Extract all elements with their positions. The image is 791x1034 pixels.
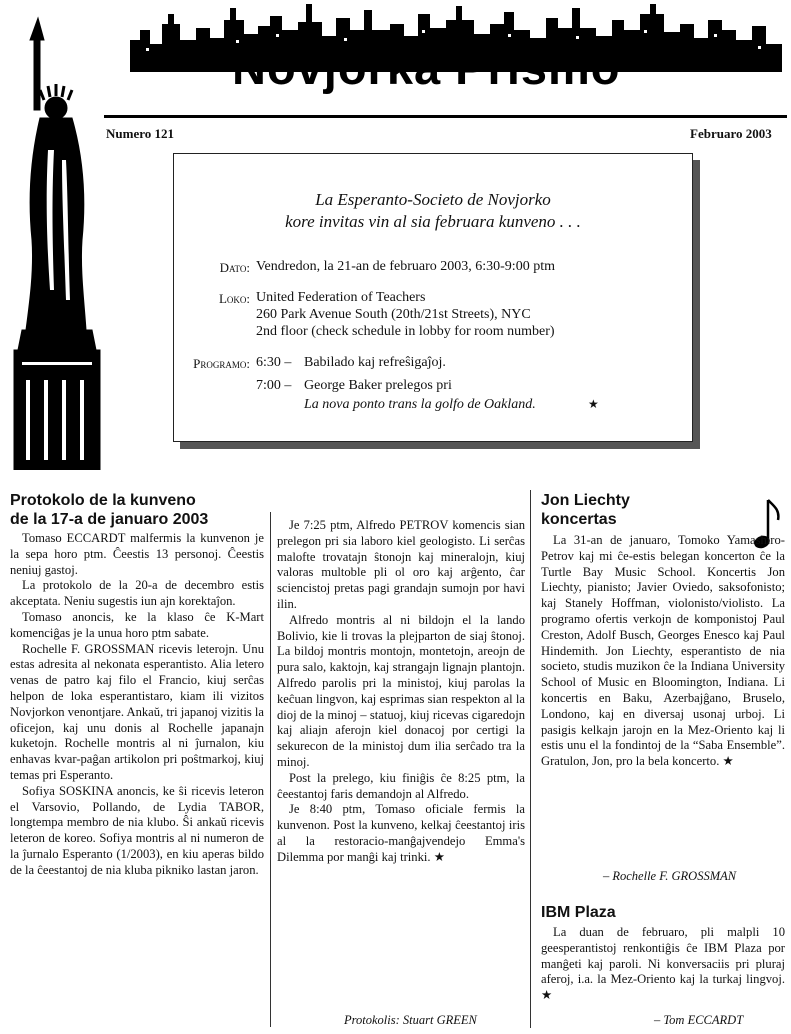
- loko-line-3: 2nd floor (check schedule in lobby for room number): [256, 324, 555, 339]
- program-text-1: Babilado kaj refreŝigaĵoj.: [304, 355, 446, 370]
- program-time-2: 7:00 –: [256, 378, 292, 393]
- liechty-heading-line-1: Jon Liechty: [541, 492, 630, 509]
- paragraph: Alfredo montris al ni bildojn el la lando Bolivio, kie li trovas la plejparton de siaj ŝtonoj. La bildoj montris montojn, montetojn, areojn de pura salo, kaktojn, kaj strangajn lignajn plantojn. Alfredo parolis pri la ministoj, kiuj parolas la keĉuan lingvon, kaj esprimas sian respekton al la dioj de la minoj – statuoj, kiuj ricevas cigaredojn kaj aliajn aferojn kiel donacoj por certigi la sekurecon de la ministoj dum ilia serĉado tra la minoj.: [277, 612, 525, 769]
- liechty-heading: [541, 491, 741, 529]
- programo-label: Programo:: [193, 356, 250, 371]
- loko-label: Loko:: [218, 291, 250, 306]
- statue-of-liberty-graphic: [0, 0, 118, 470]
- paragraph: Je 7:25 ptm, Alfredo PETROV komencis sian prelegon pri sia laboro kiel geologisto. Li serĉas malofte trovatajn ŝtonojn kaj mineralojn, kiuj valoras multoble pli ol oro kaj arĝento, ĉar sciencistoj pretas pagi grandajn sumojn por havi ilin.: [277, 518, 525, 611]
- newsletter-title: Novjorka Prismo: [232, 41, 621, 94]
- column-divider: [270, 512, 271, 1027]
- invitation-box: [173, 153, 693, 442]
- paragraph: Rochelle F. GROSSMAN ricevis leterojn. Unu estas adresita al nekonata esperantisto. Alia letero venas de patro kaj filo el Francio, kiuj serĉas helpon de loka esperantistaro, kiam ili vizitos Novjorkon venontjare. Ankaŭ, tri japanoj vizitis la oficejon, kaj unu donis al Rochelle japanajn kuketojn. Rochelle montris al ni ĵurnalon, kiu enhavas kvar-paĝan artikolon pri poŝtmarkoj, kiuj temas pri Esperanto.: [10, 641, 264, 782]
- invitation-line-1: La Esperanto-Societo de Novjorko: [315, 190, 551, 209]
- protokolo-column-1: [10, 531, 264, 879]
- paragraph: Post la prelego, kiu finiĝis ĉe 8:25 ptm, la ĉeestantoj faris demandojn al Alfredo.: [277, 770, 525, 801]
- protokolo-column-2: [277, 518, 525, 866]
- paragraph: La protokolo de la 20-a de decembro estis akceptata. Neniu sugestis iun ajn korektaĵon.: [10, 578, 264, 609]
- invitation-line-2: kore invitas vin al sia februara kunveno . . .: [285, 212, 581, 231]
- program-time-1: 6:30 –: [256, 355, 292, 370]
- paragraph: Sofiya SOSKINA anoncis, ke ŝi ricevis leteron el Varsovio, Pollando, de Lydia TABOR, longtempa membro de nia klubo. Ŝi ankaŭ ricevis leteron de koreo. Sofiya montris al ni numeron de la ĵurnalo Esperanto (1/2003), en kiu aperas bildo de la ĉeestantoj de nia kluba pikniko lastan jaron.: [10, 783, 264, 877]
- ibm-signature: – Tom ECCARDT: [654, 1013, 744, 1027]
- protokolo-heading-line-2: de la 17-a de januaro 2003: [10, 511, 209, 528]
- dato-value: Vendredon, la 21-an de februaro 2003, 6:30-9:00 ptm: [256, 259, 555, 274]
- paragraph: Tomaso anoncis, ke la klaso ĉe K-Mart komenciĝas je la unua horo ptm sabate.: [10, 609, 264, 640]
- issue-date: Februaro 2003: [690, 126, 772, 141]
- liechty-signature: – Rochelle F. GROSSMAN: [603, 869, 737, 883]
- paragraph: Tomaso ECCARDT malfermis la kunvenon je la sepa horo ptm. Ĉeestis 13 personoj. Ĉeestis neniuj gastoj.: [10, 531, 264, 577]
- star-icon: ★: [588, 397, 599, 411]
- program-text-2: George Baker prelegos pri: [304, 378, 452, 393]
- loko-line-1: United Federation of Teachers: [256, 290, 426, 305]
- program-lecture-title: La nova ponto trans la golfo de Oakland.: [304, 397, 536, 412]
- masthead-rule: [104, 115, 787, 118]
- ibm-body: [541, 925, 785, 1004]
- paragraph: La duan de februaro, pli malpli 10 geesperantistoj renkontiĝis ĉe IBM Plaza por manĝeti kaj paroli. Ni konversaciis pri pluraj aferoj, i.a. la Mez-Oriento kaj la turkaj lingvoj. ★: [541, 925, 785, 1003]
- protokolo-heading: [10, 491, 272, 529]
- loko-line-2: 260 Park Avenue South (20th/21st Streets), NYC: [256, 307, 531, 322]
- protokolo-signature: Protokolis: Stuart GREEN: [344, 1013, 477, 1027]
- dato-label: Dato:: [219, 260, 250, 275]
- liechty-body: [541, 533, 785, 770]
- paragraph: Je 8:40 ptm, Tomaso oficiale fermis la kunvenon. Post la kunveno, kelkaj ĉeestantoj iris al la restoracio-manĝajvendejo Emma's Dilemma por manĝi kaj trinki. ★: [277, 802, 525, 864]
- liechty-heading-line-2: koncertas: [541, 511, 617, 528]
- issue-number: Numero 121: [106, 126, 175, 141]
- protokolo-heading-line-1: Protokolo de la kunveno: [10, 492, 196, 509]
- paragraph: La 31-an de januaro, Tomoko Yamashiro-Petrov kaj mi ĉe-estis belegan koncerton ĉe la Turtle Bay Music School. Koncertis Jon Liechty, pianisto; Javier Oviedo, saksofonisto; kaj Stanely Hoffman, violonisto/violisto. La programo ofertis verkojn de komponistoj Paul Creston, Adolf Busch, Georges Enesco kaj Paul Hindemith. Jon Liechty, esperantisto de nia societo, studis muzikon ĉe la Indiana University School of Music en Bloomington, Indiana. Li koncertis en Baku, Azerbajĝano, Bruselo, Londono, kaj en diversaj usonaj urboj. Li pasigis kelkajn jarojn en la Mez-Oriento kaj li estis unu el la fondintoj de la “Saba Ensemble”. Gratulon, Jon, pro la bela koncerto. ★: [541, 533, 785, 769]
- ibm-heading: IBM Plaza: [541, 904, 616, 921]
- column-divider: [530, 490, 531, 1028]
